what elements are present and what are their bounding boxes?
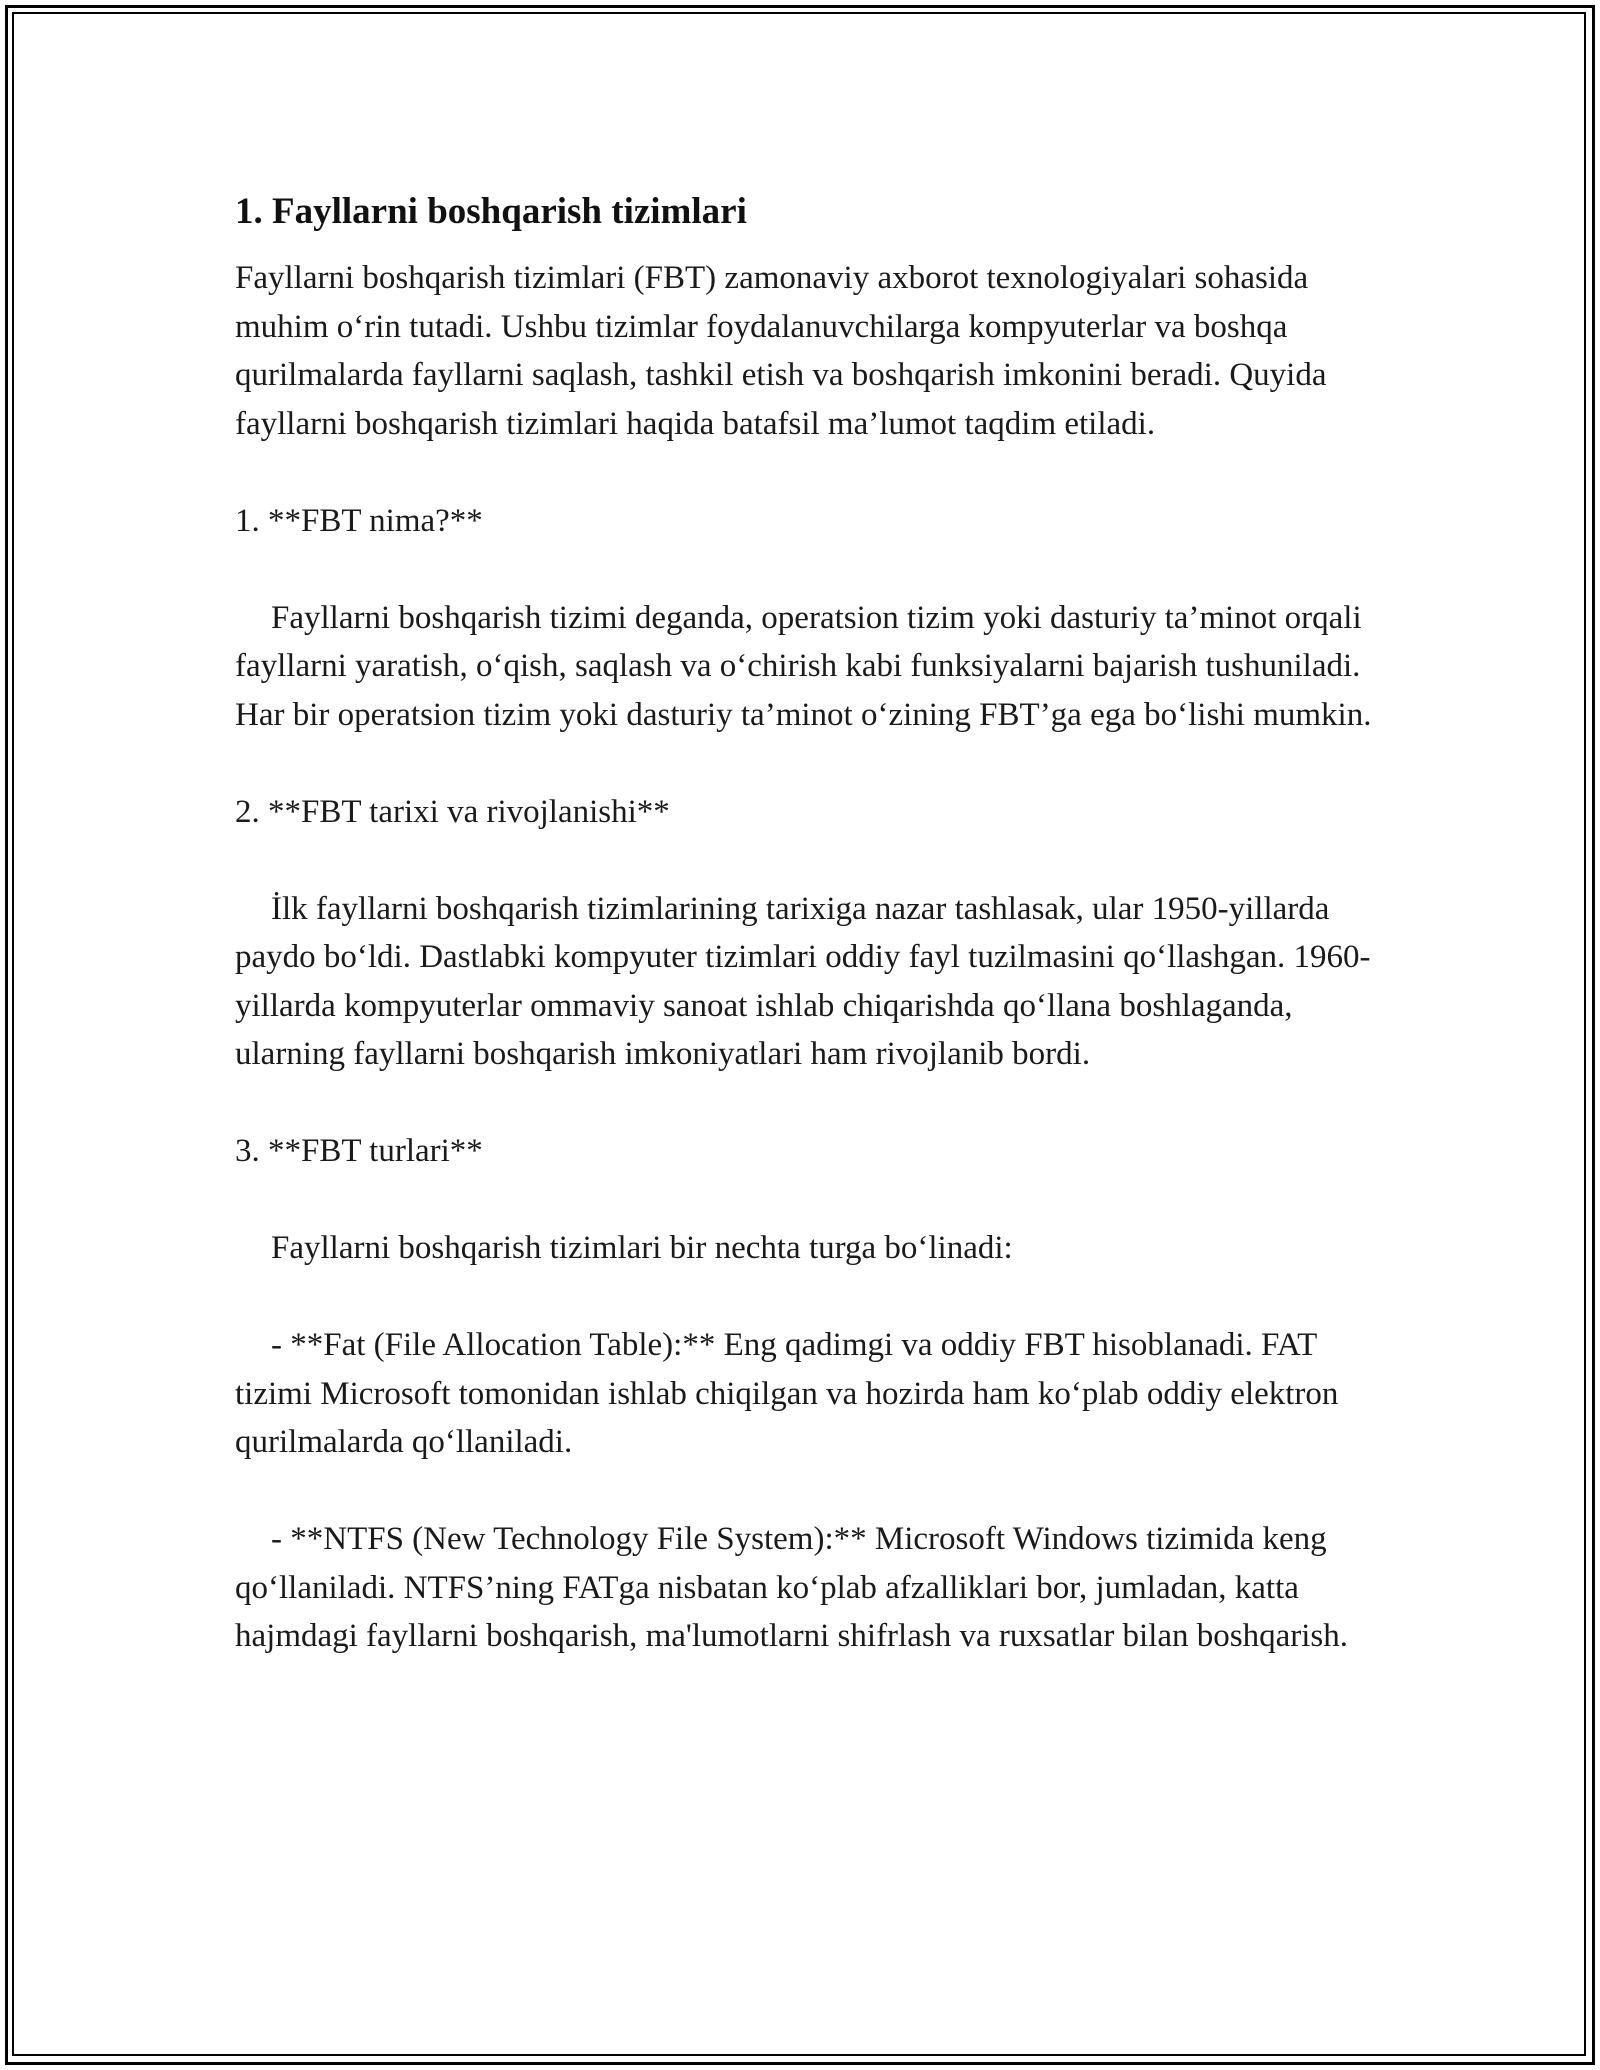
spacer <box>235 1467 1375 1516</box>
intro-paragraph: Fayllarni boshqarish tizimlari (FBT) zamonaviy axborot texnologiyalari sohasida muhim o‘rin tutadi. Ushbu tizimlar foydalanuvchilarga kompyuterlar va boshqa qurilmalarda fayllarni saqlash, tashkil etish va boshqarish imkonini beradi. Quyida fayllarni boshqarish tizimlari haqida batafsil ma’lumot taqdim etiladi. <box>235 260 1327 442</box>
section-1-paragraph-1: Fayllarni boshqarish tizimi deganda, operatsion tizim yoki dasturiy ta’minot orqali fayllarni yaratish, o‘qish, saqlash va o‘chirish kabi funksiyalarni bajarish tushuniladi. Har bir operatsion tizim yoki dasturiy ta’minot o‘zining FBT’ga ega bo‘lishi mumkin. <box>235 599 1372 733</box>
section-3-paragraph-2: - **Fat (File Allocation Table):** Eng qadimgi va oddiy FBT hisoblanadi. FAT tizimi Microsoft tomonidan ishlab chiqilgan va hozirda ham ko‘plab oddiy elektron qurilmalarda qo‘llaniladi. <box>235 1327 1339 1460</box>
spacer <box>235 739 1375 788</box>
spacer <box>235 1273 1375 1322</box>
section-heading-1: 1. **FBT nima?** <box>235 502 483 539</box>
section-2-paragraph-1: İlk fayllarni boshqarish tizimlarining tarixiga nazar tashlasak, ular 1950-yillarda paydo bo‘ldi. Dastlabki kompyuter tizimlari oddiy fayl tuzilmasini qo‘llashgan. 1960-yillarda kompyuterlar ommaviy sanoat ishlab chiqarishda qo‘llana boshlaganda, ularning fayllarni boshqarish imkoniyatlari ham rivojlanib bordi. <box>235 890 1371 1072</box>
document-body <box>235 186 1375 1661</box>
spacer <box>235 448 1375 497</box>
spacer <box>235 1079 1375 1128</box>
section-heading-3: 3. **FBT turlari** <box>235 1133 483 1169</box>
spacer <box>235 836 1375 885</box>
spacer <box>235 545 1375 594</box>
spacer <box>235 1176 1375 1225</box>
section-3-paragraph-3: - **NTFS (New Technology File System):** Microsoft Windows tizimida keng qo‘llaniladi. NTFS’ning FATga nisbatan ko‘plab afzalliklari bor, jumladan, katta hajmdagi fayllarni boshqarish, ma'lumotlarni shifrlash va ruxsatlar bilan boshqarish. <box>235 1521 1349 1654</box>
document-title: 1. Fayllarni boshqarish tizimlari <box>235 191 747 232</box>
section-heading-2: 2. **FBT tarixi va rivojlanishi** <box>235 793 670 830</box>
section-3-paragraph-1: Fayllarni boshqarish tizimlari bir nechta turga bo‘linadi: <box>271 1230 1013 1266</box>
